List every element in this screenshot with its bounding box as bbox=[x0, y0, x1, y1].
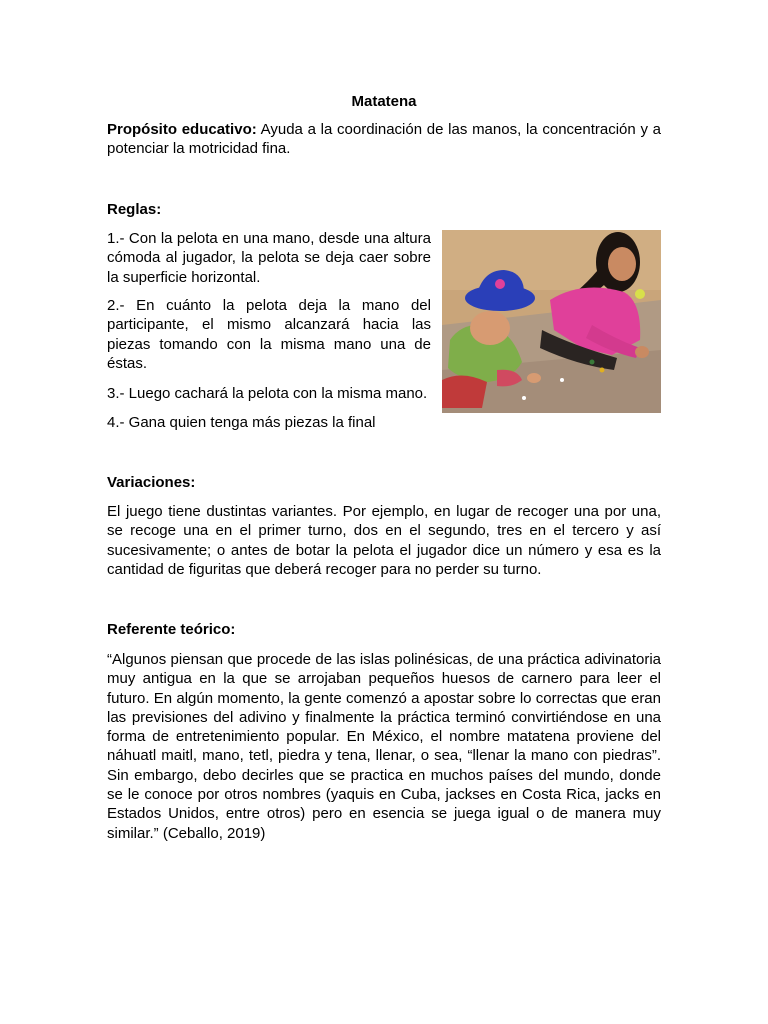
purpose-text: Ayuda a la coordinación de las manos, la concentración y a potenciar la motricidad fina. bbox=[107, 121, 661, 158]
jack-piece bbox=[522, 396, 526, 400]
document-title: Matatena bbox=[351, 93, 417, 110]
children-playing-photo bbox=[442, 230, 661, 413]
child-legs bbox=[442, 375, 487, 408]
child-face bbox=[470, 311, 510, 345]
rule-item-2: 2.- En cuánto la pelota deja la mano del participante, el mismo alcanzará hacia las piezas tomando con la misma mano una de éstas. bbox=[107, 297, 431, 372]
rules-heading: Reglas: bbox=[107, 201, 162, 218]
child-hand bbox=[527, 373, 541, 383]
child-hat-logo bbox=[495, 279, 505, 289]
rule-item-1: 1.- Con la pelota en una mano, desde una altura cómoda al jugador, la pelota se deja caer sobre la superficie horizontal. bbox=[107, 230, 431, 286]
jack-piece bbox=[600, 368, 605, 373]
girl-face bbox=[608, 247, 636, 281]
purpose-paragraph bbox=[107, 120, 661, 159]
rule-item-3: 3.- Luego cachará la pelota con la misma mano. bbox=[107, 385, 428, 402]
photo-illustration bbox=[442, 230, 661, 413]
ball bbox=[635, 289, 645, 299]
girl-hand bbox=[635, 346, 649, 358]
jack-piece bbox=[590, 360, 595, 365]
variations-paragraph: El juego tiene dustintas variantes. Por ejemplo, en lugar de recoger una por una, se recoge una en el primer turno, dos en el segundo, tres en el tercero y así sucesivamente; o antes de botar la pelota el jugador dice un número y esa es la cantidad de figuritas que deberá recoger para no perder su turno. bbox=[107, 503, 661, 578]
rule-item-4: 4.- Gana quien tenga más piezas la final bbox=[107, 414, 376, 431]
jack-piece bbox=[560, 378, 564, 382]
purpose-label: Propósito educativo: bbox=[107, 121, 257, 138]
theory-heading: Referente teórico: bbox=[107, 621, 236, 638]
theory-paragraph: “Algunos piensan que procede de las islas polinésicas, de una práctica adivinatoria muy antigua en la que se arrojaban pequeños huesos de carnero para leer el futuro. En algún momento, la gente comenzó a apostar sobre lo correctas que eran las previsiones del adivino y finalmente la práctica terminó convirtiéndose en una forma de entretenimiento popular. En México, el nombre matatena proviene del náhuatl maitl, mano, tetl, piedra y tena, llenar, o sea, “llenar la mano con piedras”. Sin embargo, debo decirles que se practica en muchos países del mundo, donde se le conoce por otros nombres (yaquis en Cuba, jackses en Costa Rica, jacks en Estados Unidos, entre otros) pero en esencia se juega igual o de manera muy similar.” (Ceballo, 2019) bbox=[107, 651, 661, 842]
variations-heading: Variaciones: bbox=[107, 474, 196, 491]
